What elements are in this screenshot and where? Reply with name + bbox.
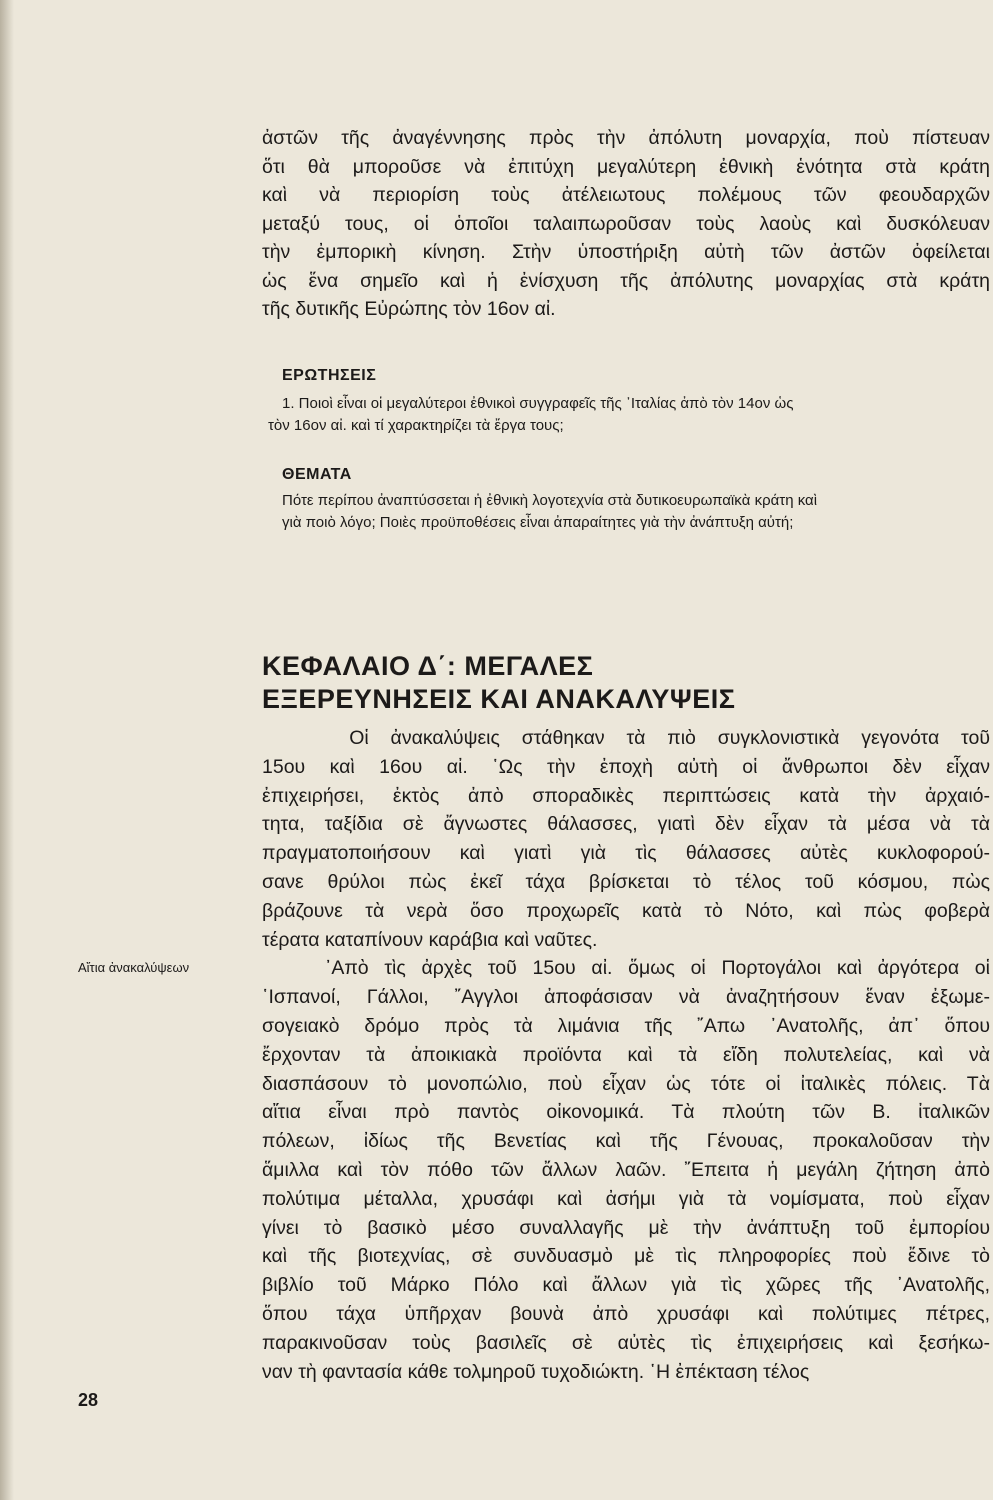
text-line: τητα, ταξίδια σὲ ἄγνωστες θάλασσες, γιατὶ δὲν εἶχαν τὰ μέσα νὰ τὰ	[262, 813, 990, 836]
text-line: σανε θρύλοι πὼς ἐκεῖ τάχα βρίσκεται τὸ τέλος τοῦ κόσμου, πὼς	[262, 870, 990, 893]
text-line: τέρατα καταπίνουν καράβια καὶ ναῦτες.	[262, 928, 598, 951]
text-line: ἐπιχειρήσει, ἐκτὸς ἀπὸ σποραδικὲς περιπτώσεις κατὰ τὴν ἀρχαιό-	[262, 784, 990, 807]
text-line: ὅτι θὰ μποροῦσε νὰ ἐπιτύχη μεγαλύτερη ἐθνικὴ ἑνότητα στὰ κράτη	[262, 155, 990, 178]
text-line: αἴτια εἶναι πρὸ παντὸς οἰκονομικά. Τὰ πλούτη τῶν Β. ἰταλικῶν	[262, 1101, 990, 1124]
page-edge-shadow	[0, 0, 14, 1500]
text-line: ἀστῶν τῆς ἀναγέννησης πρὸς τὴν ἀπόλυτη μοναρχία, ποὺ πίστευαν	[262, 127, 990, 149]
text-line: ᾿Απὸ τὶς ἀρχὲς τοῦ 15ου αἰ. ὅμως οἱ Πορτογάλοι καὶ ἀργότερα οἱ	[262, 957, 990, 980]
margin-note: Αἴτια ἀνακαλύψεων	[78, 960, 190, 975]
text-line: σογειακὸ δρόμο πρὸς τὰ λιμάνια τῆς ῎Απω ᾿Ανατολῆς, ἀπ᾿ ὅπου	[262, 1014, 990, 1037]
text-line: ὡς ἕνα σημεῖο καὶ ἡ ἐνίσχυση τῆς ἀπόλυτης μοναρχίας στὰ κράτη	[262, 269, 990, 292]
topic-line: γιὰ ποιὸ λόγο; Ποιὲς προϋποθέσεις εἶναι ἀπαραίτητες γιὰ τὴν ἀνάπτυξη αὐτή;	[282, 514, 794, 531]
questions-heading: ΕΡΩΤΗΣΕΙΣ	[282, 367, 377, 384]
text-line: παρακινοῦσαν τοὺς βασιλεῖς σὲ αὐτὲς τὶς ἐπιχειρήσεις καὶ ξεσήκω-	[262, 1331, 990, 1354]
chapter-title-line-1: ΚΕΦΑΛΑΙΟ Δ΄: ΜΕΓΑΛΕΣ	[262, 651, 594, 681]
paragraph-body	[262, 724, 990, 1386]
topics-heading: ΘΕΜΑΤΑ	[282, 466, 352, 483]
text-line: πολύτιμα μέταλλα, χρυσάφι καὶ ἀσήμι γιὰ τὰ νομίσματα, ποὺ εἶχαν	[262, 1187, 990, 1210]
topic-text	[282, 490, 990, 534]
text-line: βράζουνε τὰ νερὰ ὅσο προχωρεῖς κατὰ τὸ Νότο, καὶ πὼς φοβερὰ	[262, 899, 990, 922]
text-line: ἅμιλλα καὶ τὸν πόθο τῶν ἄλλων λαῶν. ῎Επειτα ἡ μεγάλη ζήτηση ἀπὸ	[262, 1158, 990, 1181]
text-line: ναν τὴ φαντασία κάθε τολμηροῦ τυχοδιώκτη. ῾Η ἐπέκταση τέλος	[262, 1360, 810, 1383]
page-number: 28	[78, 1390, 99, 1410]
question-line: τὸν 16ον αἰ. καὶ τί χαρακτηρίζει τὰ ἔργα τους;	[268, 417, 564, 434]
text-line: διασπάσουν τὸ μονοπώλιο, ποὺ εἶχαν ὡς τότε οἱ ἰταλικὲς πόλεις. Τὰ	[262, 1072, 990, 1095]
text-line: βιβλίο τοῦ Μάρκο Πόλο καὶ ἄλλων γιὰ τὶς χῶρες τῆς ᾿Ανατολῆς,	[262, 1274, 990, 1297]
text-line: τῆς δυτικῆς Εὐρώπης τὸν 16ον αἰ.	[262, 298, 556, 320]
text-line: μεταξύ τους, οἱ ὁποῖοι ταλαιπωροῦσαν τοὺς λαοὺς καὶ δυσκόλευαν	[262, 212, 990, 235]
text-line: γίνει τὸ βασικὸ μέσο συναλλαγῆς μὲ τὴν ἀνάπτυξη τοῦ ἐμπορίου	[262, 1216, 990, 1239]
text-line: ἔρχονταν τὰ ἀποικιακὰ προϊόντα καὶ τὰ εἴδη πολυτελείας, καὶ νὰ	[262, 1043, 990, 1066]
chapter-title-line-2: ΕΞΕΡΕΥΝΗΣΕΙΣ ΚΑΙ ΑΝΑΚΑΛΥΨΕΙΣ	[262, 684, 736, 714]
question-line: 1. Ποιοὶ εἶναι οἱ μεγαλύτεροι ἐθνικοὶ συγγραφεῖς τῆς ᾿Ιταλίας ἀπὸ τὸν 14ον ὡς	[282, 395, 794, 412]
topic-line: Πότε περίπου ἀναπτύσσεται ἡ ἐθνικὴ λογοτεχνία στὰ δυτικοευρωπαϊκὰ κράτη καὶ	[282, 492, 818, 509]
text-line: ῾Ισπανοί, Γάλλοι, ῎Αγγλοι ἀποφάσισαν νὰ ἀναζητήσουν ἕναν ἐξωμε-	[262, 986, 990, 1009]
text-line: ὅπου τάχα ὑπῆρχαν βουνὰ ἀπὸ χρυσάφι καὶ πολύτιμες πέτρες,	[262, 1302, 990, 1325]
text-line: πραγματοποιήσουν καὶ γιατὶ γιὰ τὶς θάλασσες αὐτὲς κυκλοφορού-	[262, 842, 990, 865]
text-line: Οἱ ἀνακαλύψεις στάθηκαν τὰ πιὸ συγκλονιστικὰ γεγονότα τοῦ	[262, 727, 990, 749]
text-line: τὴν ἐμπορικὴ κίνηση. Στὴν ὑποστήριξη αὐτὴ τῶν ἀστῶν ὀφείλεται	[262, 241, 990, 263]
question-1	[268, 393, 990, 437]
text-line: καὶ τῆς βιοτεχνίας, σὲ συνδυασμὸ μὲ τὶς πληροφορίες ποὺ ἔδινε τὸ	[262, 1245, 990, 1268]
text-line: πόλεων, ἰδίως τῆς Βενετίας καὶ τῆς Γένουας, προκαλοῦσαν τὴν	[262, 1130, 990, 1153]
paragraph-top	[262, 124, 990, 324]
chapter-title	[262, 650, 735, 716]
text-line: 15ου καὶ 16ου αἰ. ῾Ως τὴν ἐποχὴ αὐτὴ οἱ ἄνθρωποι δὲν εἶχαν	[262, 755, 990, 778]
text-line: καὶ νὰ περιορίση τοὺς ἀτέλειωτους πολέμους τῶν φεουδαρχῶν	[262, 184, 990, 206]
